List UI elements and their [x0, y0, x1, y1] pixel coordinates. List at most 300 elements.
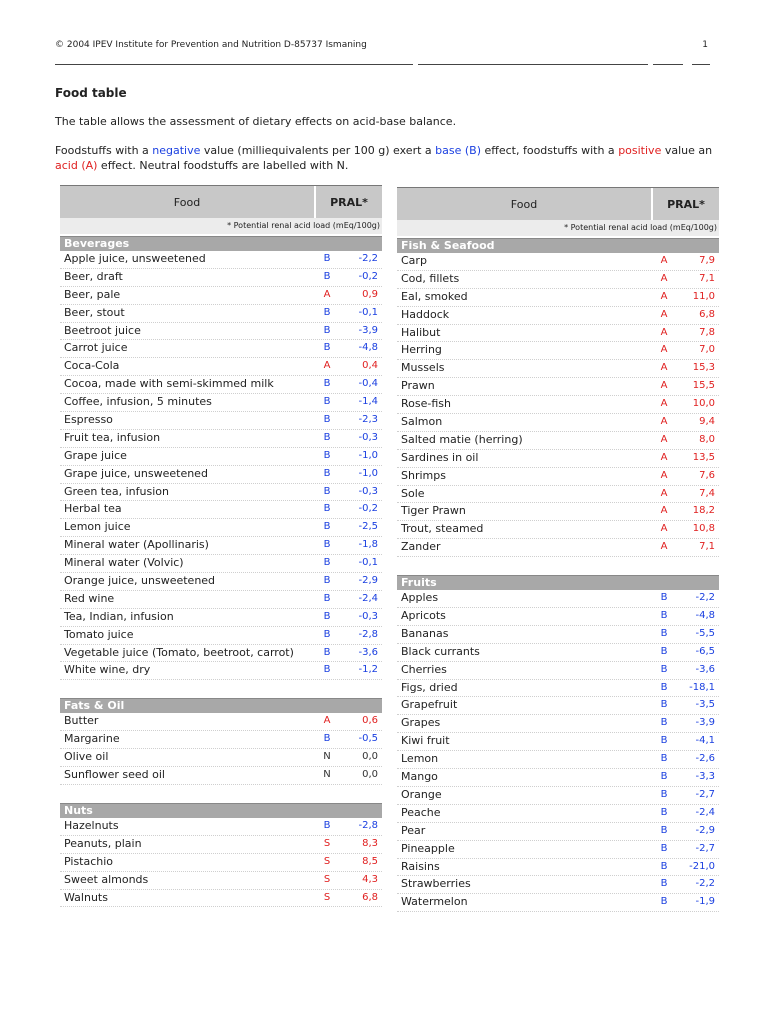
food-name: Beer, draft — [64, 269, 123, 283]
effect-code: B — [660, 788, 668, 800]
pral-value: -2,4 — [358, 592, 378, 604]
table-row — [397, 378, 719, 396]
food-name: Mineral water (Apollinaris) — [64, 538, 209, 552]
table-row — [60, 713, 382, 731]
effect-code: A — [660, 416, 668, 428]
acid-word: acid (A) — [55, 159, 98, 172]
pral-value: 4,3 — [362, 873, 378, 885]
header-rule — [418, 64, 648, 65]
pral-value: -0,5 — [358, 733, 378, 745]
effect-code: B — [323, 557, 331, 569]
food-name: Pear — [401, 823, 426, 837]
pral-value: 11,0 — [692, 290, 715, 302]
table-row — [60, 484, 382, 502]
pral-value: -4,8 — [695, 610, 715, 622]
legend-paragraph — [55, 143, 715, 173]
category-heading: Nuts — [60, 803, 382, 818]
page-number: 1 — [702, 40, 708, 50]
effect-code: B — [660, 717, 668, 729]
table-row — [397, 289, 719, 307]
pral-value: -3,5 — [695, 699, 715, 711]
food-name: Sweet almonds — [64, 872, 149, 886]
pral-value: 18,2 — [692, 505, 715, 517]
category-section — [60, 698, 382, 785]
food-column-header: Food — [397, 188, 653, 220]
effect-code: B — [323, 521, 331, 533]
effect-code: A — [660, 272, 668, 284]
food-name: Trout, steamed — [401, 522, 484, 536]
table-row — [397, 608, 719, 626]
effect-code: B — [660, 806, 668, 818]
food-name: Margarine — [64, 732, 120, 746]
table-row — [397, 503, 719, 521]
effect-code: B — [660, 645, 668, 657]
table-row — [60, 731, 382, 749]
food-name: Zander — [401, 540, 441, 554]
effect-code: A — [660, 380, 668, 392]
pral-value: -0,2 — [358, 503, 378, 515]
copyright-line: © 2004 IPEV Institute for Prevention and Nutrition D-85737 Ismaning — [55, 40, 367, 50]
pral-value: -2,7 — [695, 842, 715, 854]
table-row — [60, 519, 382, 537]
pral-footnote: * Potential renal acid load (mEq/100g) — [397, 220, 719, 236]
table-row — [397, 414, 719, 432]
effect-code: A — [660, 344, 668, 356]
food-name: Peache — [401, 805, 441, 819]
food-name: Watermelon — [401, 895, 468, 909]
food-name: Grapefruit — [401, 698, 458, 712]
food-name: Apple juice, unsweetened — [64, 252, 206, 265]
pral-value: -1,4 — [358, 396, 378, 408]
pral-value: 7,1 — [699, 541, 715, 553]
table-row — [60, 340, 382, 358]
effect-code: A — [323, 288, 331, 300]
food-name: Cod, fillets — [401, 271, 460, 285]
food-name: Grape juice — [64, 448, 127, 462]
pral-footnote: * Potential renal acid load (mEq/100g) — [60, 218, 382, 234]
effect-code: B — [323, 270, 331, 282]
legend-text: value (milliequivalents per 100 g) exert a — [200, 144, 436, 157]
pral-value: -2,3 — [358, 414, 378, 426]
effect-code: B — [323, 628, 331, 640]
effect-code: B — [323, 253, 331, 264]
effect-code: B — [323, 378, 331, 390]
effect-code: B — [660, 610, 668, 622]
pral-value: 15,3 — [692, 362, 715, 374]
table-row — [60, 501, 382, 519]
table-row — [397, 360, 719, 378]
category-section — [60, 803, 382, 907]
food-name: Cocoa, made with semi-skimmed milk — [64, 377, 274, 391]
pral-value: -2,2 — [695, 592, 715, 604]
food-name: Rose-fish — [401, 397, 451, 411]
table-row — [60, 448, 382, 466]
effect-code: B — [323, 575, 331, 587]
table-row — [60, 537, 382, 555]
food-name: Apples — [401, 591, 439, 605]
pral-value: -5,5 — [695, 627, 715, 639]
pral-value: -2,5 — [358, 521, 378, 533]
food-name: Walnuts — [64, 890, 108, 904]
food-name: Carrot juice — [64, 341, 128, 355]
pral-column-header: PRAL* — [316, 186, 382, 218]
effect-code: B — [323, 733, 331, 745]
table-row — [60, 269, 382, 287]
pral-value: -6,5 — [695, 645, 715, 657]
header-rule — [55, 64, 413, 65]
pral-value: -0,3 — [358, 485, 378, 497]
table-row — [397, 823, 719, 841]
effect-code: B — [323, 449, 331, 461]
food-name: Grapes — [401, 716, 441, 730]
pral-value: -2,9 — [695, 824, 715, 836]
effect-code: B — [660, 753, 668, 765]
food-name: Lemon — [401, 752, 439, 766]
pral-value: -1,9 — [695, 896, 715, 908]
effect-code: A — [660, 290, 668, 302]
table-row — [397, 876, 719, 894]
table-row — [60, 749, 382, 767]
legend-text: effect. Neutral foodstuffs are labelled with N. — [97, 159, 349, 172]
food-name: Butter — [64, 714, 99, 728]
category-section — [60, 236, 382, 680]
pral-value: 0,4 — [362, 360, 378, 372]
effect-code: S — [323, 873, 331, 885]
table-row — [60, 818, 382, 836]
food-name: Espresso — [64, 413, 113, 427]
pral-column-header: PRAL* — [653, 188, 719, 220]
table-row — [397, 432, 719, 450]
pral-value: -1,2 — [358, 664, 378, 676]
page-title: Food table — [55, 86, 127, 100]
pral-value: -0,3 — [358, 610, 378, 622]
food-name: Shrimps — [401, 468, 446, 482]
effect-code: B — [323, 467, 331, 479]
table-row — [397, 307, 719, 325]
table-row — [397, 769, 719, 787]
pral-value: 13,5 — [692, 451, 715, 463]
food-name: Sardines in oil — [401, 450, 479, 464]
pral-value: -1,0 — [358, 449, 378, 461]
table-header — [397, 187, 719, 220]
food-name: Vegetable juice (Tomato, beetroot, carrot) — [64, 645, 294, 659]
food-name: Green tea, infusion — [64, 484, 169, 498]
base-word: base (B) — [435, 144, 481, 157]
food-name: Peanuts, plain — [64, 836, 142, 850]
pral-value: -0,1 — [358, 306, 378, 318]
table-row — [60, 251, 382, 269]
table-row — [397, 644, 719, 662]
food-name: Red wine — [64, 591, 115, 605]
table-row — [397, 468, 719, 486]
table-row — [60, 358, 382, 376]
table-row — [397, 396, 719, 414]
table-row — [397, 325, 719, 343]
food-name: Orange juice, unsweetened — [64, 574, 216, 588]
pral-value: 7,6 — [699, 469, 715, 481]
table-row — [60, 627, 382, 645]
pral-value: 15,5 — [692, 380, 715, 392]
food-name: Beer, stout — [64, 305, 125, 319]
legend-text: Foodstuffs with a — [55, 144, 153, 157]
table-row — [60, 287, 382, 305]
effect-code: A — [660, 505, 668, 517]
table-row — [60, 430, 382, 448]
effect-code: A — [323, 715, 331, 727]
table-row — [60, 412, 382, 430]
effect-code: B — [660, 878, 668, 890]
table-row — [60, 305, 382, 323]
effect-code: B — [323, 610, 331, 622]
food-name: Apricots — [401, 609, 446, 623]
effect-code: A — [660, 541, 668, 553]
table-row — [397, 521, 719, 539]
table-row — [397, 539, 719, 557]
table-row — [397, 680, 719, 698]
food-name: Hazelnuts — [64, 818, 119, 832]
category-heading: Fats & Oil — [60, 698, 382, 713]
table-row — [60, 836, 382, 854]
food-name: Halibut — [401, 325, 441, 339]
legend-text: value an — [661, 144, 713, 157]
effect-code: B — [660, 896, 668, 908]
food-name: Sole — [401, 486, 425, 500]
table-row — [397, 271, 719, 289]
pral-value: -1,8 — [358, 539, 378, 551]
pral-value: 10,8 — [692, 523, 715, 535]
pral-value: -1,0 — [358, 467, 378, 479]
table-row — [60, 890, 382, 908]
effect-code: S — [323, 837, 331, 849]
pral-value: -0,3 — [358, 431, 378, 443]
pral-value: -2,9 — [358, 575, 378, 587]
pral-value: 8,3 — [362, 837, 378, 849]
pral-value: 7,4 — [699, 487, 715, 499]
food-name: Raisins — [401, 859, 440, 873]
pral-value: -0,4 — [358, 378, 378, 390]
effect-code: A — [660, 326, 668, 338]
food-name: Salted matie (herring) — [401, 432, 523, 446]
effect-code: B — [323, 396, 331, 408]
table-row — [397, 253, 719, 271]
food-column-header: Food — [60, 186, 316, 218]
food-name: Mango — [401, 770, 438, 784]
table-row — [397, 697, 719, 715]
pral-value: -4,1 — [695, 735, 715, 747]
table-row — [60, 767, 382, 785]
pral-value: 0,6 — [362, 715, 378, 727]
table-header — [60, 185, 382, 218]
table-row — [60, 662, 382, 680]
effect-code: B — [660, 842, 668, 854]
food-name: Mineral water (Volvic) — [64, 556, 184, 570]
pral-value: -3,6 — [358, 646, 378, 658]
food-name: Tiger Prawn — [401, 504, 466, 518]
table-row — [60, 555, 382, 573]
effect-code: B — [660, 627, 668, 639]
intro-paragraph: The table allows the assessment of dietary effects on acid-base balance. — [55, 115, 457, 128]
table-row — [397, 894, 719, 912]
food-name: Tomato juice — [64, 627, 134, 641]
food-table-right — [397, 187, 719, 912]
table-row — [60, 645, 382, 663]
header-rule — [653, 64, 683, 65]
pral-value: 7,8 — [699, 326, 715, 338]
effect-code: B — [660, 771, 668, 783]
pral-value: -3,6 — [695, 663, 715, 675]
pral-value: 7,1 — [699, 272, 715, 284]
effect-code: A — [660, 308, 668, 320]
table-row — [397, 715, 719, 733]
table-row — [60, 854, 382, 872]
food-name: Mussels — [401, 361, 445, 375]
food-name: White wine, dry — [64, 663, 151, 677]
pral-value: -2,6 — [695, 753, 715, 765]
food-name: Prawn — [401, 379, 435, 393]
pral-value: 10,0 — [692, 398, 715, 410]
effect-code: A — [660, 433, 668, 445]
category-heading: Fruits — [397, 575, 719, 590]
effect-code: B — [323, 342, 331, 354]
food-name: Pistachio — [64, 854, 114, 868]
effect-code: B — [323, 306, 331, 318]
table-row — [397, 751, 719, 769]
table-row — [397, 450, 719, 468]
effect-code: A — [660, 451, 668, 463]
food-name: Pineapple — [401, 841, 455, 855]
effect-code: B — [323, 592, 331, 604]
effect-code: A — [660, 255, 668, 266]
pral-value: -2,4 — [695, 806, 715, 818]
table-row — [397, 342, 719, 360]
table-row — [397, 805, 719, 823]
table-row — [397, 787, 719, 805]
pral-value: 0,0 — [362, 751, 378, 763]
legend-text: effect, foodstuffs with a — [481, 144, 619, 157]
food-name: Cherries — [401, 662, 447, 676]
effect-code: B — [323, 503, 331, 515]
negative-word: negative — [152, 144, 201, 157]
table-row — [397, 626, 719, 644]
effect-code: B — [660, 735, 668, 747]
food-name: Sunflower seed oil — [64, 768, 165, 782]
pral-value: -21,0 — [689, 860, 715, 872]
pral-value: 6,8 — [699, 308, 715, 320]
table-row — [397, 486, 719, 504]
effect-code: B — [323, 819, 331, 831]
category-heading: Beverages — [60, 236, 382, 251]
effect-code: A — [660, 523, 668, 535]
effect-code: B — [323, 324, 331, 336]
pral-value: -2,7 — [695, 788, 715, 800]
effect-code: B — [323, 414, 331, 426]
table-row — [60, 609, 382, 627]
effect-code: B — [323, 539, 331, 551]
pral-value: -0,1 — [358, 557, 378, 569]
pral-value: -2,2 — [358, 253, 378, 264]
pral-value: 9,4 — [699, 416, 715, 428]
effect-code: A — [660, 398, 668, 410]
effect-code: A — [660, 362, 668, 374]
table-row — [397, 590, 719, 608]
food-name: Fruit tea, infusion — [64, 430, 161, 444]
pral-value: -3,9 — [358, 324, 378, 336]
effect-code: A — [660, 469, 668, 481]
table-row — [60, 323, 382, 341]
pral-value: 7,0 — [699, 344, 715, 356]
effect-code: B — [660, 860, 668, 872]
pral-value: 6,8 — [362, 891, 378, 903]
food-name: Figs, dried — [401, 680, 458, 694]
food-name: Eal, smoked — [401, 289, 468, 303]
effect-code: B — [660, 663, 668, 675]
pral-value: -4,8 — [358, 342, 378, 354]
pral-value: -2,8 — [358, 819, 378, 831]
header-rule — [692, 64, 710, 65]
table-row — [397, 841, 719, 859]
table-row — [60, 394, 382, 412]
category-section — [397, 238, 719, 557]
category-heading: Fish & Seafood — [397, 238, 719, 253]
effect-code: B — [323, 646, 331, 658]
food-name: Orange — [401, 787, 442, 801]
food-name: Salmon — [401, 415, 443, 429]
positive-word: positive — [618, 144, 662, 157]
effect-code: B — [660, 681, 668, 693]
food-table-left — [60, 185, 382, 907]
food-name: Olive oil — [64, 750, 109, 764]
pral-value: -3,3 — [695, 771, 715, 783]
pral-value: -2,8 — [358, 628, 378, 640]
effect-code: N — [323, 751, 331, 763]
effect-code: B — [323, 431, 331, 443]
effect-code: S — [323, 891, 331, 903]
food-name: Coca-Cola — [64, 359, 120, 373]
effect-code: A — [323, 360, 331, 372]
table-row — [60, 591, 382, 609]
table-row — [397, 662, 719, 680]
food-name: Strawberries — [401, 877, 471, 891]
effect-code: B — [660, 699, 668, 711]
pral-value: -3,9 — [695, 717, 715, 729]
food-name: Black currants — [401, 644, 480, 658]
table-row — [60, 573, 382, 591]
food-name: Kiwi fruit — [401, 734, 450, 748]
pral-value: -0,2 — [358, 270, 378, 282]
pral-value: 0,0 — [362, 769, 378, 781]
category-section — [397, 575, 719, 912]
effect-code: N — [323, 769, 331, 781]
pral-value: 8,5 — [362, 855, 378, 867]
table-row — [60, 466, 382, 484]
table-row — [60, 872, 382, 890]
food-name: Beetroot juice — [64, 323, 141, 337]
food-name: Herring — [401, 343, 442, 357]
effect-code: B — [323, 664, 331, 676]
effect-code: S — [323, 855, 331, 867]
food-name: Coffee, infusion, 5 minutes — [64, 395, 212, 409]
food-name: Haddock — [401, 307, 450, 321]
page-header — [55, 40, 710, 50]
pral-value: 8,0 — [699, 433, 715, 445]
food-name: Bananas — [401, 626, 449, 640]
table-row — [60, 376, 382, 394]
pral-value: -18,1 — [689, 681, 715, 693]
effect-code: A — [660, 487, 668, 499]
pral-value: 0,9 — [362, 288, 378, 300]
food-name: Lemon juice — [64, 520, 131, 534]
food-name: Carp — [401, 254, 427, 267]
